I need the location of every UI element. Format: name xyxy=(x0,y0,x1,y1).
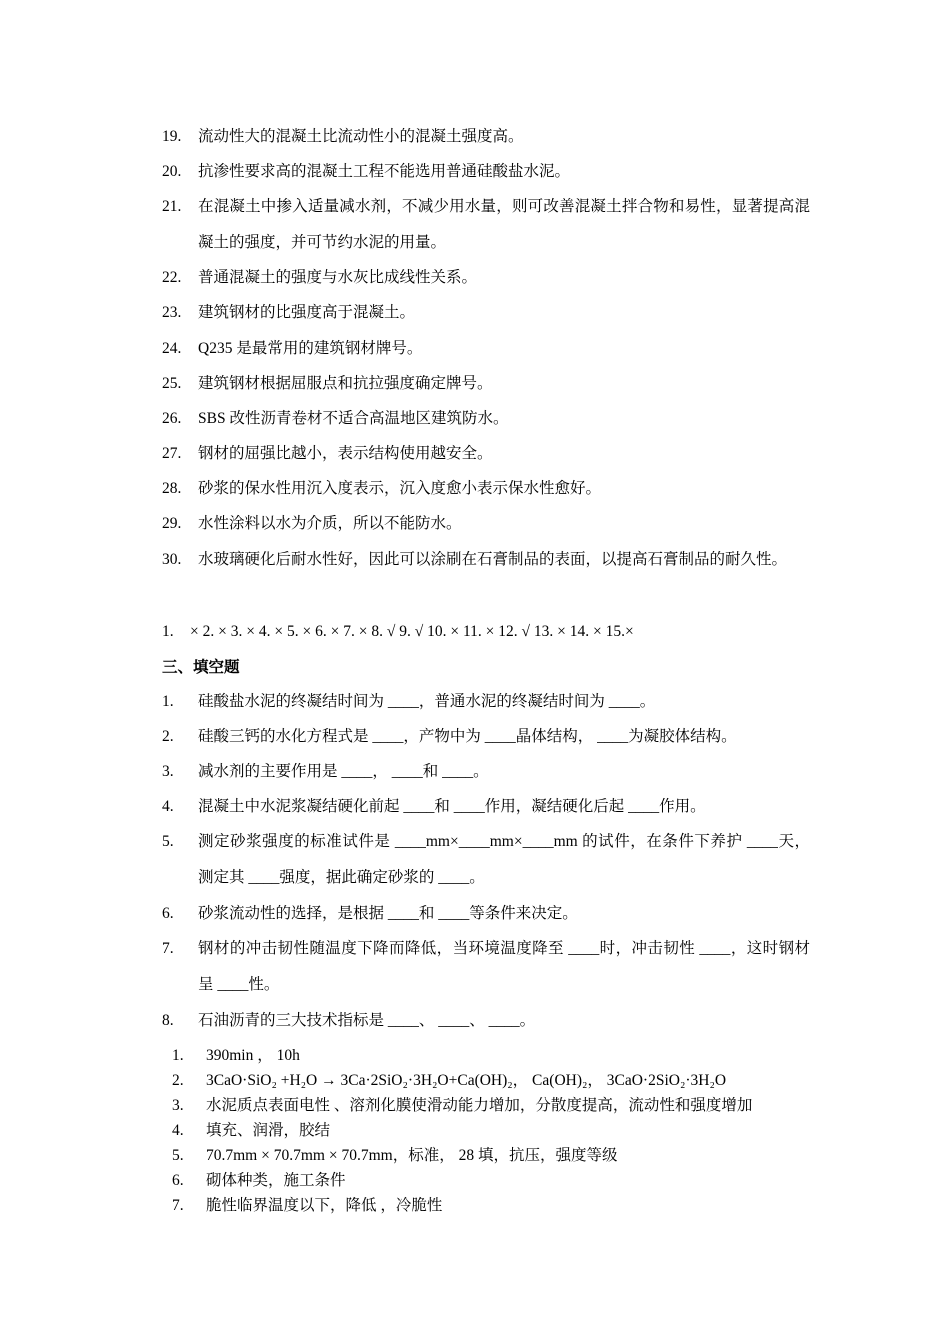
question-item xyxy=(162,542,810,578)
answer-text: 脆性临界温度以下，降低 ，冷脆性 xyxy=(206,1197,443,1214)
question-number: 3. xyxy=(162,763,174,780)
answer-number: 2. xyxy=(172,1072,184,1089)
question-number: 23. xyxy=(162,304,182,321)
question-number: 5. xyxy=(162,833,174,850)
question-item xyxy=(162,506,810,542)
answer-number: 3. xyxy=(172,1097,184,1114)
question-number: 24. xyxy=(162,340,182,357)
question-item xyxy=(162,401,810,437)
answer-item xyxy=(172,1069,812,1093)
question-number: 4. xyxy=(162,798,174,815)
question-item xyxy=(162,436,810,472)
answer-text: 390min ， 10h xyxy=(206,1047,300,1064)
answer-text: 70.7mm × 70.7mm × 70.7mm，标准， 28 填，抗压，强度等级 xyxy=(206,1147,618,1164)
answer-text: 填充、润滑，胶结 xyxy=(206,1122,331,1139)
question-item xyxy=(162,684,810,720)
question-text: 钢材的冲击韧性随温度下降而降低，当环境温度降至 ____时，冲击韧性 ____，这时钢材呈 ____性。 xyxy=(198,940,810,993)
question-text: 减水剂的主要作用是 ____， ____和 ____。 xyxy=(198,763,489,780)
answer-item xyxy=(172,1144,812,1168)
question-item xyxy=(162,471,810,507)
question-text: 在混凝土中掺入适量减水剂，不减少用水量，则可改善混凝土拌合物和易性，显著提高混凝土的强度，并可节约水泥的用量。 xyxy=(198,198,810,251)
question-text: 流动性大的混凝土比流动性小的混凝土强度高。 xyxy=(198,128,524,145)
question-item xyxy=(162,824,810,896)
question-text: 石油沥青的三大技术指标是 ____、 ____、 ____。 xyxy=(198,1012,536,1029)
question-text: 砂浆的保水性用沉入度表示，沉入度愈小表示保水性愈好。 xyxy=(198,480,602,497)
question-text: 抗渗性要求高的混凝土工程不能选用普通硅酸盐水泥。 xyxy=(198,163,571,180)
question-item xyxy=(162,119,810,155)
question-item xyxy=(162,366,810,402)
answer-number: 4. xyxy=(172,1122,184,1139)
question-number: 2. xyxy=(162,728,174,745)
question-text: 混凝土中水泥浆凝结硬化前起 ____和 ____作用，凝结硬化后起 ____作用。 xyxy=(198,798,706,815)
question-number: 30. xyxy=(162,551,182,568)
question-text: 钢材的屈强比越小，表示结构使用越安全。 xyxy=(198,445,493,462)
question-number: 1. xyxy=(162,693,174,710)
question-text: 建筑钢材的比强度高于混凝土。 xyxy=(198,304,416,321)
question-number: 19. xyxy=(162,128,182,145)
answer-number: 1. xyxy=(172,1047,184,1064)
question-text: Q235 是最常用的建筑钢材牌号。 xyxy=(198,340,423,357)
answer-item xyxy=(172,1119,812,1143)
question-text: 水玻璃硬化后耐水性好，因此可以涂刷在石膏制品的表面，以提高石膏制品的耐久性。 xyxy=(198,551,788,568)
question-text: 硅酸盐水泥的终凝结时间为 ____，普通水泥的终凝结时间为 ____。 xyxy=(198,693,656,710)
answer-item xyxy=(172,1044,812,1068)
question-number: 21. xyxy=(162,198,182,215)
question-text: 砂浆流动性的选择，是根据 ____和 ____等条件来决定。 xyxy=(198,905,578,922)
question-number: 7. xyxy=(162,940,174,957)
question-number: 27. xyxy=(162,445,182,462)
question-item xyxy=(162,1003,810,1039)
question-text: 水性涂料以水为介质，所以不能防水。 xyxy=(198,515,462,532)
section-title: 三、填空题 xyxy=(162,659,240,676)
answer-item xyxy=(172,1169,812,1193)
answer-number: 1. xyxy=(162,623,174,640)
question-number: 8. xyxy=(162,1012,174,1029)
question-number: 26. xyxy=(162,410,182,427)
answer-number: 7. xyxy=(172,1197,184,1214)
question-item xyxy=(162,754,810,790)
question-text: 建筑钢材根据屈服点和抗拉强度确定牌号。 xyxy=(198,375,493,392)
answer-number: 6. xyxy=(172,1172,184,1189)
question-item xyxy=(162,295,810,331)
question-item xyxy=(162,719,810,755)
answer-text: 水泥质点表面电性 、溶剂化膜使滑动能力增加，分散度提高，流动性和强度增加 xyxy=(206,1097,753,1114)
question-text: 测定砂浆强度的标准试件是 ____mm×____mm×____mm 的试件，在条件下养护 ____天，测定其 ____强度，据此确定砂浆的 ____。 xyxy=(198,833,810,886)
question-number: 28. xyxy=(162,480,182,497)
question-text: SBS 改性沥青卷材不适合高温地区建筑防水。 xyxy=(198,410,509,427)
question-number: 20. xyxy=(162,163,182,180)
question-number: 25. xyxy=(162,375,182,392)
question-item xyxy=(162,931,810,1003)
question-item xyxy=(162,789,810,825)
question-item xyxy=(162,189,810,261)
question-text: 硅酸三钙的水化方程式是 ____，产物中为 ____晶体结构， ____为凝胶体结构。 xyxy=(198,728,737,745)
question-text: 普通混凝土的强度与水灰比成线性关系。 xyxy=(198,269,478,286)
judgement-answers xyxy=(162,620,810,644)
question-number: 6. xyxy=(162,905,174,922)
answer-item xyxy=(172,1094,812,1118)
answer-number: 5. xyxy=(172,1147,184,1164)
answer-text: 3CaO·SiO₂ +H₂O → 3Ca·2SiO₂·3H₂O+Ca(OH)₂， Ca(OH)₂， 3CaO·2SiO₂·3H₂O xyxy=(206,1072,727,1089)
question-item xyxy=(162,331,810,367)
question-number: 22. xyxy=(162,269,182,286)
question-item xyxy=(162,896,810,932)
answer-text: × 2. × 3. × 4. × 5. × 6. × 7. × 8. √ 9. √ 10. × 11. × 12. √ 13. × 14. × 15.× xyxy=(190,623,634,640)
question-number: 29. xyxy=(162,515,182,532)
question-item xyxy=(162,154,810,190)
answer-text: 砌体种类，施工条件 xyxy=(206,1172,346,1189)
answer-item xyxy=(172,1194,812,1218)
question-item xyxy=(162,260,810,296)
